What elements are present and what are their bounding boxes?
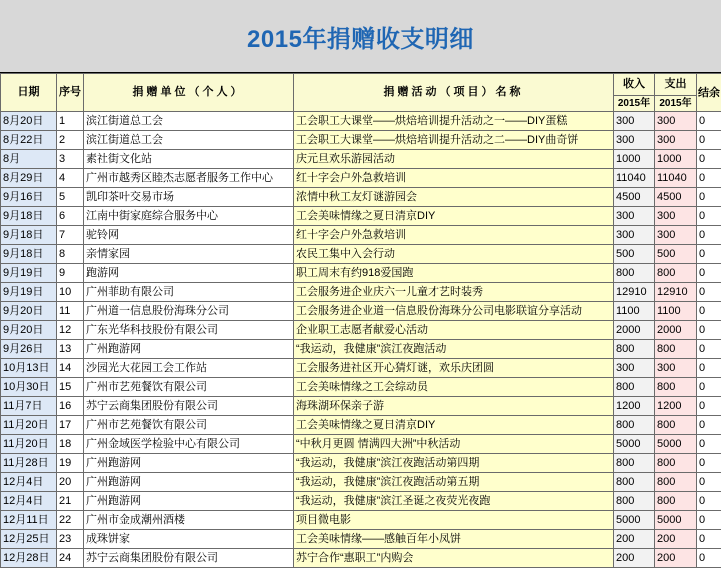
activity-cell[interactable]: 职工周末有约918爱国跑 bbox=[294, 264, 614, 283]
date-cell[interactable]: 10月13日 bbox=[1, 359, 57, 378]
balance-cell[interactable]: 0 bbox=[697, 549, 721, 568]
balance-cell[interactable]: 0 bbox=[697, 321, 721, 340]
date-cell[interactable]: 12月25日 bbox=[1, 530, 57, 549]
date-cell[interactable]: 12月4日 bbox=[1, 473, 57, 492]
activity-cell[interactable]: 工会服务进企业庆六一儿童才艺时装秀 bbox=[294, 283, 614, 302]
table-row[interactable] bbox=[1, 454, 721, 473]
income-cell[interactable]: 1000 bbox=[614, 150, 655, 169]
date-cell[interactable]: 11月20日 bbox=[1, 435, 57, 454]
activity-cell[interactable]: “我运动，我健康”滨江夜跑活动第四期 bbox=[294, 454, 614, 473]
table-row[interactable] bbox=[1, 378, 721, 397]
balance-cell[interactable]: 0 bbox=[697, 207, 721, 226]
date-cell[interactable]: 9月18日 bbox=[1, 245, 57, 264]
table-row[interactable] bbox=[1, 245, 721, 264]
expense-cell[interactable]: 800 bbox=[655, 378, 697, 397]
income-cell[interactable]: 1100 bbox=[614, 302, 655, 321]
table-row[interactable] bbox=[1, 397, 721, 416]
seq-cell[interactable]: 11 bbox=[57, 302, 84, 321]
balance-cell[interactable]: 0 bbox=[697, 283, 721, 302]
seq-cell[interactable]: 19 bbox=[57, 454, 84, 473]
activity-cell[interactable]: 农民工集中入会行动 bbox=[294, 245, 614, 264]
activity-cell[interactable]: “中秋月更圆 情满四大洲”中秋活动 bbox=[294, 435, 614, 454]
date-cell[interactable]: 11月20日 bbox=[1, 416, 57, 435]
date-cell[interactable]: 9月19日 bbox=[1, 283, 57, 302]
income-cell[interactable]: 11040 bbox=[614, 169, 655, 188]
income-cell[interactable]: 5000 bbox=[614, 435, 655, 454]
date-cell[interactable]: 11月28日 bbox=[1, 454, 57, 473]
donor-cell[interactable]: 广州市艺苑餐饮有限公司 bbox=[84, 416, 294, 435]
income-cell[interactable]: 200 bbox=[614, 549, 655, 568]
donor-cell[interactable]: 跑游网 bbox=[84, 264, 294, 283]
seq-cell[interactable]: 6 bbox=[57, 207, 84, 226]
donor-cell[interactable]: 苏宁云商集团股份有限公司 bbox=[84, 397, 294, 416]
date-cell[interactable]: 8月20日 bbox=[1, 112, 57, 131]
seq-cell[interactable]: 14 bbox=[57, 359, 84, 378]
expense-cell[interactable]: 800 bbox=[655, 454, 697, 473]
donor-cell[interactable]: 凯印茶叶交易市场 bbox=[84, 188, 294, 207]
seq-cell[interactable]: 16 bbox=[57, 397, 84, 416]
expense-cell[interactable]: 300 bbox=[655, 112, 697, 131]
income-cell[interactable]: 800 bbox=[614, 454, 655, 473]
income-cell[interactable]: 500 bbox=[614, 245, 655, 264]
donor-cell[interactable]: 素社街文化站 bbox=[84, 150, 294, 169]
date-cell[interactable]: 9月19日 bbox=[1, 264, 57, 283]
donor-cell[interactable]: 广州市越秀区睦杰志愿者服务工作中心 bbox=[84, 169, 294, 188]
expense-cell[interactable]: 1200 bbox=[655, 397, 697, 416]
expense-cell[interactable]: 500 bbox=[655, 245, 697, 264]
table-row[interactable] bbox=[1, 302, 721, 321]
seq-cell[interactable]: 2 bbox=[57, 131, 84, 150]
date-cell[interactable]: 8月29日 bbox=[1, 169, 57, 188]
seq-cell[interactable]: 12 bbox=[57, 321, 84, 340]
expense-cell[interactable]: 300 bbox=[655, 226, 697, 245]
table-row[interactable] bbox=[1, 150, 721, 169]
balance-cell[interactable]: 0 bbox=[697, 188, 721, 207]
expense-cell[interactable]: 12910 bbox=[655, 283, 697, 302]
balance-cell[interactable]: 0 bbox=[697, 359, 721, 378]
balance-cell[interactable]: 0 bbox=[697, 435, 721, 454]
table-row[interactable] bbox=[1, 264, 721, 283]
balance-cell[interactable]: 0 bbox=[697, 397, 721, 416]
activity-cell[interactable]: 工会美味情缘——感触百年小凤饼 bbox=[294, 530, 614, 549]
table-row[interactable] bbox=[1, 511, 721, 530]
activity-cell[interactable]: “我运动，我健康”滨江圣诞之夜荧光夜跑 bbox=[294, 492, 614, 511]
activity-cell[interactable]: 工会美味情缘之夏日清京DIY bbox=[294, 416, 614, 435]
expense-cell[interactable]: 800 bbox=[655, 473, 697, 492]
header-seq: 序号 bbox=[57, 74, 84, 112]
donor-cell[interactable]: 广州跑游网 bbox=[84, 492, 294, 511]
title-bar bbox=[0, 0, 721, 73]
activity-cell[interactable]: 浓情中秋工友灯谜游园会 bbox=[294, 188, 614, 207]
donation-table bbox=[0, 73, 721, 568]
table-row[interactable] bbox=[1, 473, 721, 492]
expense-cell[interactable]: 300 bbox=[655, 359, 697, 378]
activity-cell[interactable]: “我运动，我健康”滨江夜跑活动第五期 bbox=[294, 473, 614, 492]
activity-cell[interactable]: 红十字会户外急救培训 bbox=[294, 169, 614, 188]
balance-cell[interactable]: 0 bbox=[697, 340, 721, 359]
table-row[interactable] bbox=[1, 359, 721, 378]
balance-cell[interactable]: 0 bbox=[697, 131, 721, 150]
table-row[interactable] bbox=[1, 549, 721, 568]
header-balance: 结余 bbox=[697, 74, 721, 112]
seq-cell[interactable]: 21 bbox=[57, 492, 84, 511]
table-row[interactable] bbox=[1, 340, 721, 359]
donor-cell[interactable]: 滨江街道总工会 bbox=[84, 131, 294, 150]
table-body bbox=[1, 112, 721, 568]
date-cell[interactable]: 9月18日 bbox=[1, 226, 57, 245]
activity-cell[interactable]: 工会服务进企业道一信息股份海珠分公司电影联谊分享活动 bbox=[294, 302, 614, 321]
seq-cell[interactable]: 20 bbox=[57, 473, 84, 492]
seq-cell[interactable]: 13 bbox=[57, 340, 84, 359]
header-date: 日期 bbox=[1, 74, 57, 112]
activity-cell[interactable]: 工会美味情缘之工会综动员 bbox=[294, 378, 614, 397]
income-cell[interactable]: 800 bbox=[614, 492, 655, 511]
balance-cell[interactable]: 0 bbox=[697, 511, 721, 530]
date-cell[interactable]: 9月16日 bbox=[1, 188, 57, 207]
activity-cell[interactable]: 项目微电影 bbox=[294, 511, 614, 530]
activity-cell[interactable]: 工会美味情缘之夏日清京DIY bbox=[294, 207, 614, 226]
seq-cell[interactable]: 22 bbox=[57, 511, 84, 530]
table-row[interactable] bbox=[1, 492, 721, 511]
income-cell[interactable]: 300 bbox=[614, 359, 655, 378]
expense-cell[interactable]: 300 bbox=[655, 207, 697, 226]
balance-cell[interactable]: 0 bbox=[697, 169, 721, 188]
seq-cell[interactable]: 8 bbox=[57, 245, 84, 264]
balance-cell[interactable]: 0 bbox=[697, 416, 721, 435]
donor-cell[interactable]: 亲情家园 bbox=[84, 245, 294, 264]
header-donor: 捐赠单位（个人） bbox=[84, 74, 294, 112]
expense-cell[interactable]: 5000 bbox=[655, 435, 697, 454]
expense-cell[interactable]: 200 bbox=[655, 530, 697, 549]
expense-cell[interactable]: 1100 bbox=[655, 302, 697, 321]
expense-cell[interactable]: 800 bbox=[655, 264, 697, 283]
balance-cell[interactable]: 0 bbox=[697, 245, 721, 264]
table-row[interactable] bbox=[1, 131, 721, 150]
header-expense: 支出 bbox=[655, 74, 697, 96]
donor-cell[interactable]: 广州菲助有限公司 bbox=[84, 283, 294, 302]
expense-cell[interactable]: 300 bbox=[655, 131, 697, 150]
date-cell[interactable]: 8月 bbox=[1, 150, 57, 169]
donor-cell[interactable]: 滨江街道总工会 bbox=[84, 112, 294, 131]
balance-cell[interactable]: 0 bbox=[697, 264, 721, 283]
date-cell[interactable]: 9月18日 bbox=[1, 207, 57, 226]
page-title: 2015年捐赠收支明细 bbox=[247, 19, 474, 54]
date-cell[interactable]: 12月4日 bbox=[1, 492, 57, 511]
balance-cell[interactable]: 0 bbox=[697, 378, 721, 397]
seq-cell[interactable]: 3 bbox=[57, 150, 84, 169]
header-income: 收入 bbox=[614, 74, 655, 96]
table-row[interactable] bbox=[1, 283, 721, 302]
expense-cell[interactable]: 5000 bbox=[655, 511, 697, 530]
table-row[interactable] bbox=[1, 435, 721, 454]
table-row[interactable] bbox=[1, 321, 721, 340]
activity-cell[interactable]: 工会服务进社区开心猜灯谜，欢乐庆团圆 bbox=[294, 359, 614, 378]
balance-cell[interactable]: 0 bbox=[697, 150, 721, 169]
donor-cell[interactable]: 驼铃网 bbox=[84, 226, 294, 245]
seq-cell[interactable]: 18 bbox=[57, 435, 84, 454]
expense-cell[interactable]: 4500 bbox=[655, 188, 697, 207]
date-cell[interactable]: 10月30日 bbox=[1, 378, 57, 397]
income-cell[interactable]: 1200 bbox=[614, 397, 655, 416]
expense-cell[interactable]: 200 bbox=[655, 549, 697, 568]
seq-cell[interactable]: 24 bbox=[57, 549, 84, 568]
income-cell[interactable]: 300 bbox=[614, 207, 655, 226]
table-row[interactable] bbox=[1, 226, 721, 245]
seq-cell[interactable]: 1 bbox=[57, 112, 84, 131]
table-row[interactable] bbox=[1, 112, 721, 131]
donor-cell[interactable]: 沙园光大花园工会工作站 bbox=[84, 359, 294, 378]
donor-cell[interactable]: 广州道一信息股份海珠分公司 bbox=[84, 302, 294, 321]
expense-cell[interactable]: 800 bbox=[655, 340, 697, 359]
date-cell[interactable]: 8月22日 bbox=[1, 131, 57, 150]
balance-cell[interactable]: 0 bbox=[697, 302, 721, 321]
seq-cell[interactable]: 9 bbox=[57, 264, 84, 283]
table-row[interactable] bbox=[1, 207, 721, 226]
income-cell[interactable]: 4500 bbox=[614, 188, 655, 207]
balance-cell[interactable]: 0 bbox=[697, 530, 721, 549]
table-row[interactable] bbox=[1, 169, 721, 188]
header-expense-year: 2015年 bbox=[655, 96, 697, 112]
donor-cell[interactable]: 广州跑游网 bbox=[84, 473, 294, 492]
seq-cell[interactable]: 17 bbox=[57, 416, 84, 435]
seq-cell[interactable]: 4 bbox=[57, 169, 84, 188]
activity-cell[interactable]: “我运动，我健康”滨江夜跑活动 bbox=[294, 340, 614, 359]
donor-cell[interactable]: 广州市金成潮州酒楼 bbox=[84, 511, 294, 530]
seq-cell[interactable]: 23 bbox=[57, 530, 84, 549]
date-cell[interactable]: 12月28日 bbox=[1, 549, 57, 568]
income-cell[interactable]: 300 bbox=[614, 226, 655, 245]
balance-cell[interactable]: 0 bbox=[697, 112, 721, 131]
activity-cell[interactable]: 庆元旦欢乐游园活动 bbox=[294, 150, 614, 169]
donor-cell[interactable]: 广东光华科技股份有限公司 bbox=[84, 321, 294, 340]
header-activity: 捐赠活动（项目）名称 bbox=[294, 74, 614, 112]
expense-cell[interactable]: 800 bbox=[655, 492, 697, 511]
activity-cell[interactable]: 工会职工大课堂——烘焙培训提升活动之二——DIY曲奇饼 bbox=[294, 131, 614, 150]
income-cell[interactable]: 300 bbox=[614, 112, 655, 131]
income-cell[interactable]: 5000 bbox=[614, 511, 655, 530]
balance-cell[interactable]: 0 bbox=[697, 454, 721, 473]
income-cell[interactable]: 800 bbox=[614, 416, 655, 435]
donor-cell[interactable]: 江南中街家庭综合服务中心 bbox=[84, 207, 294, 226]
header-income-year: 2015年 bbox=[614, 96, 655, 112]
donor-cell[interactable]: 广州跑游网 bbox=[84, 454, 294, 473]
income-cell[interactable]: 2000 bbox=[614, 321, 655, 340]
balance-cell[interactable]: 0 bbox=[697, 226, 721, 245]
income-cell[interactable]: 12910 bbox=[614, 283, 655, 302]
activity-cell[interactable]: 海珠湖环保亲子游 bbox=[294, 397, 614, 416]
table-row[interactable] bbox=[1, 188, 721, 207]
expense-cell[interactable]: 11040 bbox=[655, 169, 697, 188]
donor-cell[interactable]: 广州跑游网 bbox=[84, 340, 294, 359]
date-cell[interactable]: 9月20日 bbox=[1, 321, 57, 340]
activity-cell[interactable]: 苏宁合作“惠职工”内购会 bbox=[294, 549, 614, 568]
donor-cell[interactable]: 成珠饼家 bbox=[84, 530, 294, 549]
income-cell[interactable]: 800 bbox=[614, 340, 655, 359]
activity-cell[interactable]: 工会职工大课堂——烘焙培训提升活动之一——DIY蛋糕 bbox=[294, 112, 614, 131]
income-cell[interactable]: 800 bbox=[614, 378, 655, 397]
income-cell[interactable]: 300 bbox=[614, 131, 655, 150]
donor-cell[interactable]: 广州金域医学检验中心有限公司 bbox=[84, 435, 294, 454]
balance-cell[interactable]: 0 bbox=[697, 473, 721, 492]
income-cell[interactable]: 800 bbox=[614, 473, 655, 492]
activity-cell[interactable]: 企业职工志愿者献爱心活动 bbox=[294, 321, 614, 340]
donor-cell[interactable]: 广州市艺苑餐饮有限公司 bbox=[84, 378, 294, 397]
date-cell[interactable]: 12月11日 bbox=[1, 511, 57, 530]
date-cell[interactable]: 9月20日 bbox=[1, 302, 57, 321]
seq-cell[interactable]: 5 bbox=[57, 188, 84, 207]
date-cell[interactable]: 9月26日 bbox=[1, 340, 57, 359]
expense-cell[interactable]: 2000 bbox=[655, 321, 697, 340]
table-row[interactable] bbox=[1, 530, 721, 549]
income-cell[interactable]: 200 bbox=[614, 530, 655, 549]
donor-cell[interactable]: 苏宁云商集团股份有限公司 bbox=[84, 549, 294, 568]
seq-cell[interactable]: 15 bbox=[57, 378, 84, 397]
header-row bbox=[1, 74, 721, 96]
seq-cell[interactable]: 10 bbox=[57, 283, 84, 302]
table-row[interactable] bbox=[1, 416, 721, 435]
activity-cell[interactable]: 红十字会户外急救培训 bbox=[294, 226, 614, 245]
balance-cell[interactable]: 0 bbox=[697, 492, 721, 511]
date-cell[interactable]: 11月7日 bbox=[1, 397, 57, 416]
income-cell[interactable]: 800 bbox=[614, 264, 655, 283]
seq-cell[interactable]: 7 bbox=[57, 226, 84, 245]
expense-cell[interactable]: 800 bbox=[655, 416, 697, 435]
expense-cell[interactable]: 1000 bbox=[655, 150, 697, 169]
